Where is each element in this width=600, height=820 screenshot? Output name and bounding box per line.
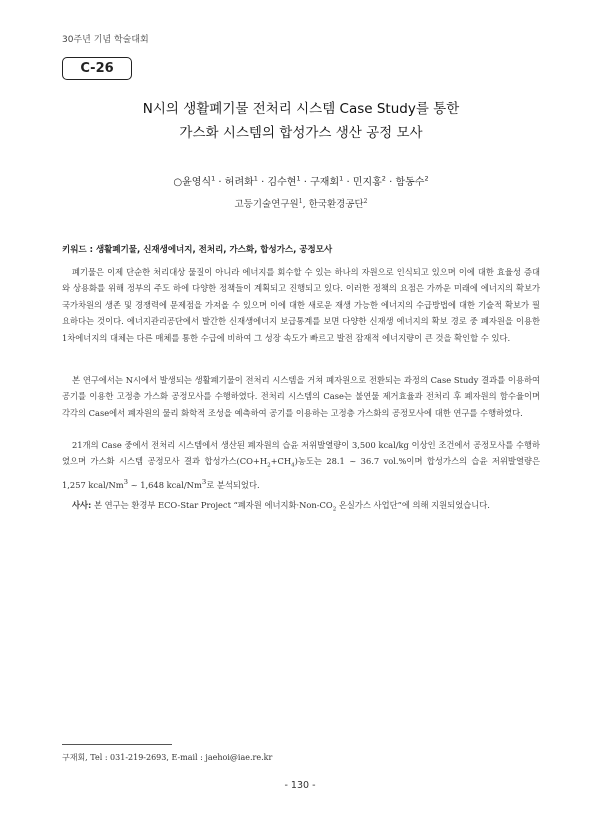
subscript: 4 [291, 463, 295, 470]
body-paragraph-2 [62, 372, 540, 421]
body-paragraph-1 [62, 264, 540, 346]
author-name: 윤영식 [182, 177, 212, 188]
affiliation-1: 고등기술연구원 [234, 199, 299, 210]
author-name: 함동수 [395, 177, 425, 188]
footnote-contact: 구재회, Tel : 031-219-2693, E-mail : jaehoi@iae.re.kr [62, 753, 273, 762]
affiliation-separator: , [302, 199, 309, 210]
keywords [62, 243, 332, 255]
body-paragraph-3 [62, 437, 540, 494]
author-name: 김수현 [267, 177, 297, 188]
keywords-label: 키워드 : [62, 245, 96, 255]
author-separator: · [257, 177, 268, 188]
title-line-2: 가스화 시스템의 합성가스 생산 공정 모사 [179, 125, 423, 141]
author-affiliation-sup: 1 [253, 174, 258, 183]
presenter-mark: ○ [173, 177, 183, 188]
author-separator: · [385, 177, 396, 188]
author-name: 구재회 [310, 177, 340, 188]
author-affiliation-sup: 1 [339, 174, 344, 183]
page-number: - 130 - [284, 780, 316, 791]
paragraph-text: 폐기물은 이제 단순한 처리대상 물질이 아니라 에너지를 회수할 수 있는 하나의 자원으로 인식되고 있으며 이에 대한 효율성 증대와 상용화를 위해 정부의 주도 하에 다양한 정책들이 계획되고 진행되고 있다. 이러한 정책의 요점은 가까운 미래에 에너지의 확보가 국가차원의 생존 및 경쟁력에 문제점을 가져올 수 있으며 이에 대한 새로운 재생 가능한 에너지의 수급방법에 대한 기술적 확보가 필요하다는 것이다. 에너지관리공단에서 발간한 신재생에너지 보급통계를 보면 다양한 신재생 에너지의 확보 경로 중 폐자원을 이용한 1차에너지의 대체는 다른 매체를 통한 수급에 비하여 그 성장 속도가 빠르고 발전 잠재적 에너지량이 큰 것을 확인할 수 있다. [62, 267, 540, 343]
author-affiliation-sup: 2 [381, 174, 386, 183]
author-separator: · [300, 177, 311, 188]
paper-code-badge: C-26 [62, 57, 132, 80]
acknowledgement: 사사: 본 연구는 환경부 ECO-Star Project “폐자원 에너지화$\cdot Non-CO_2$ 온실가스 사업단”에 의해 지원되었습니다. [72, 500, 490, 513]
affiliation-2: 한국환경공단 [308, 199, 364, 210]
acknowledgement-label: 사사: [72, 500, 92, 510]
author-name: 허려화 [224, 177, 254, 188]
superscript: 3 [123, 478, 128, 487]
paragraph-text: 21개의 Case 중에서 전처리 시스템에서 생산된 폐자원의 습윤 저위발열량이 3,500 kcal/kg 이상인 조건에서 공정모사를 수행하였으며 가스화 시스템 공정모사 결과 합성가스$(CO+H_2+CH_4)$농도는 28.1 ~ 36.7 vol.%이며 합성가스의 습윤 저위발열량은 1,257 kcal/Nm$^3$ ~ 1,648 kcal/Nm$^3$로 분석되었다. [62, 440, 540, 491]
author-separator: · [215, 177, 225, 188]
author-affiliation-sup: 1 [211, 174, 216, 183]
keywords-text: 생활폐기물, 신재생에너지, 전처리, 가스화, 합성가스, 공정모사 [95, 245, 333, 255]
title-line-1: N시의 생활폐기물 전처리 시스템 Case Study를 통한 [142, 101, 460, 117]
conference-header: 30주년 기념 학술대회 [62, 35, 149, 45]
superscript: 3 [201, 478, 207, 487]
paragraph-text: 본 연구에서는 N시에서 발생되는 생활폐기물이 전처리 시스템을 거쳐 폐자원으로 전환되는 과정의 Case Study 결과를 이용하여 공기를 이용한 고정층 가스화 공정모사를 수행하였다. 전처리 시스템의 Case는 불연물 제거효율과 전처리 후 폐자원의 함수율이며 각각의 Case에서 폐자원의 물리 화학적 조성을 예측하여 공기를 이용하는 고정층 가스화의 공정모사에 대한 연구를 수행하였다. [62, 375, 540, 418]
affiliations [62, 196, 540, 210]
author-affiliation-sup: 2 [424, 174, 429, 183]
author-affiliation-sup: 1 [296, 174, 301, 183]
affiliation-2-sup: 2 [363, 197, 368, 205]
subscript: 2 [332, 506, 337, 513]
footnote-divider [62, 744, 172, 745]
affiliation-1-sup: 1 [298, 197, 303, 205]
subscript: 2 [267, 463, 271, 470]
author-name: 민지홍 [352, 177, 382, 188]
author-separator: · [343, 177, 353, 188]
author-list [62, 173, 540, 188]
